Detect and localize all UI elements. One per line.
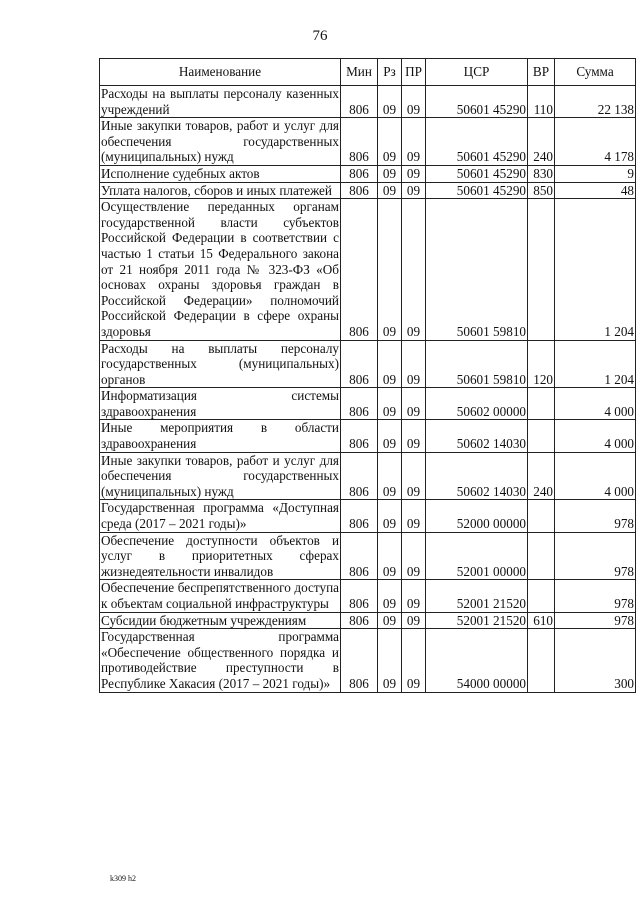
table-row: [100, 580, 636, 612]
row-name: Иные закупки товаров, работ и услуг для обеспечения государственных (муниципальных) нужд: [101, 452, 339, 499]
row-vr: [528, 500, 555, 532]
row-pr: 09: [402, 340, 426, 388]
row-pr: 09: [402, 199, 426, 340]
row-name: Осуществление переданных органам государственной власти субъектов Российской Федерации в соответствии с частью 1 статьи 15 Федерального закона от 21 ноября 2011 года № 323-ФЗ «Об основах охраны здоровья граждан в Российской Федерации» полномочий Российской Федерации в сфере охраны здоровья: [101, 199, 339, 339]
row-name: Информатизация системы здравоохранения: [101, 388, 339, 419]
row-rz: 09: [378, 199, 402, 340]
row-csr: 50601 45290: [426, 165, 528, 182]
row-csr: 50602 14030: [426, 452, 528, 500]
row-name: Расходы на выплаты персоналу государственных (муниципальных) органов: [101, 340, 339, 387]
row-vr: [528, 420, 555, 452]
row-min: 806: [341, 182, 378, 199]
row-csr: 50602 00000: [426, 388, 528, 420]
row-sum: 9: [555, 165, 636, 182]
row-csr: 52001 21520: [426, 580, 528, 612]
row-min: 806: [341, 500, 378, 532]
row-sum: 4 000: [555, 420, 636, 452]
row-name: Государственная программа «Обеспечение общественного порядка и противодействие преступности в Республике Хакасия (2017 – 2021 годы)»: [101, 629, 339, 691]
row-name: Обеспечение доступности объектов и услуг в приоритетных сферах жизнедеятельности инвалидов: [101, 532, 339, 579]
row-csr: 50601 59810: [426, 199, 528, 340]
table-row: [100, 182, 636, 199]
row-rz: 09: [378, 612, 402, 629]
row-name: Обеспечение беспрепятственного доступа к объектам социальной инфраструктуры: [101, 580, 339, 611]
budget-table: [99, 58, 636, 693]
table-row: [100, 86, 636, 118]
header-vr: ВР: [528, 59, 555, 86]
header-pr: ПР: [402, 59, 426, 86]
row-rz: 09: [378, 182, 402, 199]
row-rz: 09: [378, 340, 402, 388]
row-pr: 09: [402, 629, 426, 692]
row-sum: 978: [555, 612, 636, 629]
row-rz: 09: [378, 580, 402, 612]
header-name: Наименование: [100, 59, 341, 86]
row-min: 806: [341, 580, 378, 612]
row-csr: 50601 45290: [426, 182, 528, 199]
row-vr: [528, 629, 555, 692]
row-csr: 50601 45290: [426, 118, 528, 166]
row-sum: 978: [555, 500, 636, 532]
table-row: [100, 165, 636, 182]
row-sum: 4 178: [555, 118, 636, 166]
row-csr: 52001 00000: [426, 532, 528, 580]
row-rz: 09: [378, 165, 402, 182]
row-vr: 240: [528, 452, 555, 500]
row-pr: 09: [402, 580, 426, 612]
footer-code: k309 h2: [110, 874, 136, 883]
row-min: 806: [341, 340, 378, 388]
row-sum: 978: [555, 532, 636, 580]
row-name: Субсидии бюджетным учреждениям: [100, 612, 341, 629]
row-sum: 22 138: [555, 86, 636, 118]
row-min: 806: [341, 629, 378, 692]
row-name: Государственная программа «Доступная среда (2017 – 2021 годы)»: [101, 500, 339, 532]
row-sum: 4 000: [555, 452, 636, 500]
row-vr: [528, 580, 555, 612]
row-sum: 4 000: [555, 388, 636, 420]
row-vr: 610: [528, 612, 555, 629]
row-name: Иные мероприятия в области здравоохранения: [101, 420, 339, 452]
row-pr: 09: [402, 86, 426, 118]
row-sum: 300: [555, 629, 636, 692]
table-row: [100, 199, 636, 340]
row-min: 806: [341, 532, 378, 580]
row-min: 806: [341, 420, 378, 452]
table-row: [100, 532, 636, 580]
header-rz: Рз: [378, 59, 402, 86]
row-csr: 52000 00000: [426, 500, 528, 532]
row-rz: 09: [378, 500, 402, 532]
row-pr: 09: [402, 118, 426, 166]
row-pr: 09: [402, 388, 426, 420]
row-pr: 09: [402, 165, 426, 182]
row-pr: 09: [402, 532, 426, 580]
table-row: [100, 629, 636, 692]
row-pr: 09: [402, 182, 426, 199]
row-sum: 978: [555, 580, 636, 612]
row-csr: 50601 59810: [426, 340, 528, 388]
row-min: 806: [341, 165, 378, 182]
row-csr: 50601 45290: [426, 86, 528, 118]
row-rz: 09: [378, 86, 402, 118]
table-row: [100, 420, 636, 452]
row-vr: 830: [528, 165, 555, 182]
row-min: 806: [341, 612, 378, 629]
row-pr: 09: [402, 452, 426, 500]
page-number: 76: [312, 28, 328, 44]
table-row: [100, 500, 636, 532]
row-vr: [528, 388, 555, 420]
row-vr: 850: [528, 182, 555, 199]
row-csr: 54000 00000: [426, 629, 528, 692]
row-min: 806: [341, 199, 378, 340]
table-row: [100, 612, 636, 629]
row-rz: 09: [378, 532, 402, 580]
header-min: Мин: [341, 59, 378, 86]
row-pr: 09: [402, 612, 426, 629]
table-row: [100, 452, 636, 500]
row-min: 806: [341, 118, 378, 166]
row-rz: 09: [378, 452, 402, 500]
row-rz: 09: [378, 118, 402, 166]
row-min: 806: [341, 86, 378, 118]
table-row: [100, 118, 636, 166]
row-sum: 1 204: [555, 199, 636, 340]
row-name: Расходы на выплаты персоналу казенных учреждений: [101, 86, 339, 117]
row-vr: [528, 199, 555, 340]
table-header-row: [100, 59, 636, 86]
table-row: [100, 340, 636, 388]
header-csr: ЦСР: [426, 59, 528, 86]
row-csr: 52001 21520: [426, 612, 528, 629]
row-name: Иные закупки товаров, работ и услуг для обеспечения государственных (муниципальных) нужд: [101, 118, 339, 165]
row-pr: 09: [402, 420, 426, 452]
row-vr: 240: [528, 118, 555, 166]
row-min: 806: [341, 452, 378, 500]
table-row: [100, 388, 636, 420]
row-vr: 120: [528, 340, 555, 388]
row-sum: 1 204: [555, 340, 636, 388]
row-min: 806: [341, 388, 378, 420]
row-name: Уплата налогов, сборов и иных платежей: [100, 182, 341, 199]
row-vr: 110: [528, 86, 555, 118]
row-rz: 09: [378, 629, 402, 692]
row-name: Исполнение судебных актов: [100, 165, 341, 182]
row-pr: 09: [402, 500, 426, 532]
row-rz: 09: [378, 388, 402, 420]
row-rz: 09: [378, 420, 402, 452]
row-csr: 50602 14030: [426, 420, 528, 452]
row-sum: 48: [555, 182, 636, 199]
row-vr: [528, 532, 555, 580]
header-sum: Сумма: [555, 59, 636, 86]
